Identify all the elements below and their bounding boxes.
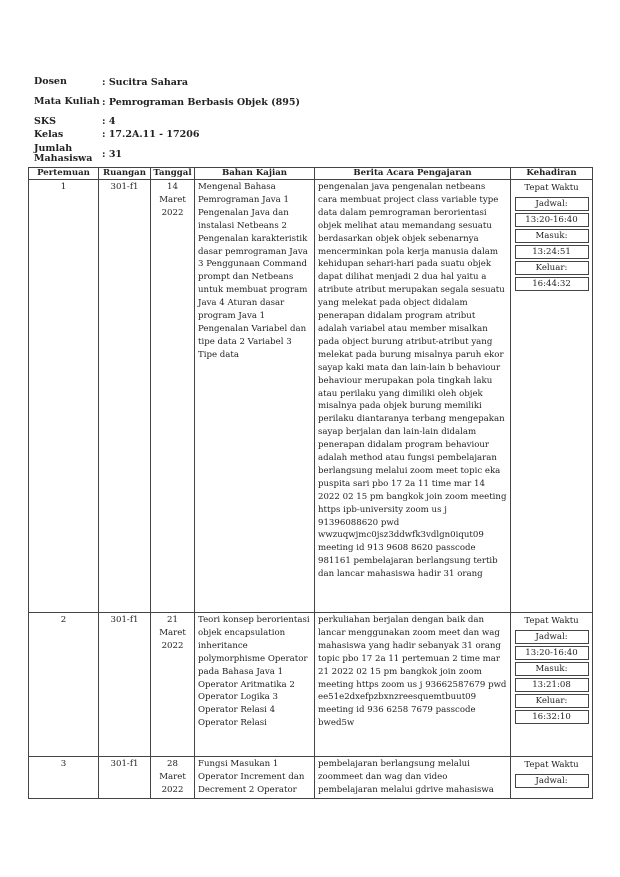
cell-pertemuan: 2 (29, 613, 99, 757)
cell-bahan-kajian: Fungsi Masukan 1 Operator Increment dan Decrement 2 Operator (195, 757, 315, 799)
cell-bahan-kajian: Mengenal Bahasa Pemrograman Java 1 Pengenalan Java dan instalasi Netbeans 2 Pengenalan karakteristik dasar pemrograman Java 3 Penggunaan Command prompt dan Netbeans untuk membuat program Java 4 Aturan dasar program Java 1 Pengenalan Variabel dan tipe data 2 Variabel 3 Tipe data (195, 180, 315, 613)
checkout-time: 16:32:10 (515, 710, 589, 724)
header-bahan-kajian: Bahan Kajian (195, 168, 315, 180)
checkin-label: Masuk: (515, 229, 589, 243)
info-value: : 4 (102, 116, 116, 127)
table-header-row (29, 168, 593, 180)
cell-kehadiran (511, 757, 593, 799)
info-value: : 17.2A.11 - 17206 (102, 129, 200, 140)
info-label: Mata Kuliah (34, 96, 100, 107)
checkout-time: 16:44:32 (515, 277, 589, 291)
checkout-label: Keluar: (515, 261, 589, 275)
table-row (29, 757, 593, 799)
course-info (34, 75, 300, 167)
info-label: Dosen (34, 76, 67, 87)
info-value: : Pemrograman Berbasis Objek (895) (102, 96, 300, 108)
checkin-time: 13:21:08 (515, 678, 589, 692)
cell-ruangan: 301-f1 (99, 180, 151, 613)
cell-berita-acara: pembelajaran berlangsung melalui zoommeet dan wag dan video pembelajaran melalui gdrive mahasiswa (315, 757, 511, 799)
cell-bahan-kajian: Teori konsep berorientasi objek encapsulation inheritance polymorphisme Operator pada Bahasa Java 1 Operator Aritmatika 2 Operator Logika 3 Operator Relasi 4 Operator Relasi (195, 613, 315, 757)
cell-pertemuan: 3 (29, 757, 99, 799)
schedule-time: 13:20-16:40 (515, 213, 589, 227)
teaching-report-table (28, 167, 593, 799)
info-value: : 31 (102, 148, 123, 160)
cell-ruangan: 301-f1 (99, 757, 151, 799)
info-label: Kelas (34, 128, 64, 140)
header-pertemuan: Pertemuan (29, 168, 99, 180)
header-berita-acara: Berita Acara Pengajaran (315, 168, 511, 180)
cell-berita-acara: perkuliahan berjalan dengan baik dan lancar menggunakan zoom meet dan wag mahasiswa yang hadir sebanyak 31 orang topic pbo 17 2a 11 pertemuan 2 time mar 21 2022 02 15 pm bangkok join zoom meeting https zoom us j 93662587679 pwd ee51e2dxefpzbxnzreesquemtbuut09 meeting id 936 6258 7679 passcode bwed5w (315, 613, 511, 757)
cell-pertemuan: 1 (29, 180, 99, 613)
checkin-label: Masuk: (515, 662, 589, 676)
header-ruangan: Ruangan (99, 168, 151, 180)
info-value: : Sucitra Sahara (102, 76, 189, 88)
info-row-kelas (34, 128, 300, 141)
attendance-status: Tepat Waktu (524, 616, 579, 626)
cell-ruangan: 301-f1 (99, 613, 151, 757)
schedule-time: 13:20-16:40 (515, 646, 589, 660)
attendance-status: Tepat Waktu (524, 760, 579, 770)
info-row-jumlah (34, 141, 300, 167)
checkin-time: 13:24:51 (515, 245, 589, 259)
info-row-sks (34, 115, 300, 128)
header-kehadiran: Kehadiran (511, 168, 593, 180)
cell-kehadiran (511, 180, 593, 613)
attendance-status: Tepat Waktu (524, 183, 579, 193)
cell-tanggal: 14 Maret 2022 (151, 180, 195, 613)
info-row-matakuliah (34, 89, 300, 115)
checkout-label: Keluar: (515, 694, 589, 708)
info-label: SKS (34, 115, 56, 127)
info-label: Jumlah Mahasiswa (34, 143, 93, 164)
cell-tanggal: 28 Maret 2022 (151, 757, 195, 799)
cell-berita-acara: pengenalan java pengenalan netbeans cara membuat project class variable type data dalam pemrograman berorientasi objek melihat atau memandang sesuatu berdasarkan objek objek sebenarnya mencerminkan pola kerja manusia dalam kehidupan sehari-hari pada suatu objek dapat dilihat menjadi 2 dua hal yaitu a atribute atribut merupakan segala sesuatu yang melekat pada object didalam penerapan didalam program atribut adalah variabel atau member misalkan pada object burung atribut-atribut yang melekat pada burung misalnya paruh ekor sayap kaki mata dan lain-lain b behaviour behaviour merupakan pola tingkah laku atau perilaku yang dimiliki oleh objek misalnya pada objek burung memiliki perilaku diantaranya terbang mengepakan sayap berjalan dan lain-lain didalam penerapan didalam program behaviour adalah method atau fungsi pembelajaran berlangsung melalui zoom meet topic eka puspita sari pbo 17 2a 11 time mar 14 2022 02 15 pm bangkok join zoom meeting https ipb-university zoom us j 91396088620 pwd wwzuqwjmc0jsz3ddwfk3vdlgn0iqut09 meeting id 913 9608 8620 passcode 981161 pembelajaran berlangsung tertib dan lancar mahasiswa hadir 31 orang (315, 180, 511, 613)
schedule-label: Jadwal: (515, 630, 589, 644)
schedule-label: Jadwal: (515, 197, 589, 211)
cell-kehadiran (511, 613, 593, 757)
info-row-dosen (34, 75, 300, 89)
schedule-label: Jadwal: (515, 774, 589, 788)
table-row (29, 180, 593, 613)
cell-tanggal: 21 Maret 2022 (151, 613, 195, 757)
header-tanggal: Tanggal (151, 168, 195, 180)
table-row (29, 613, 593, 757)
